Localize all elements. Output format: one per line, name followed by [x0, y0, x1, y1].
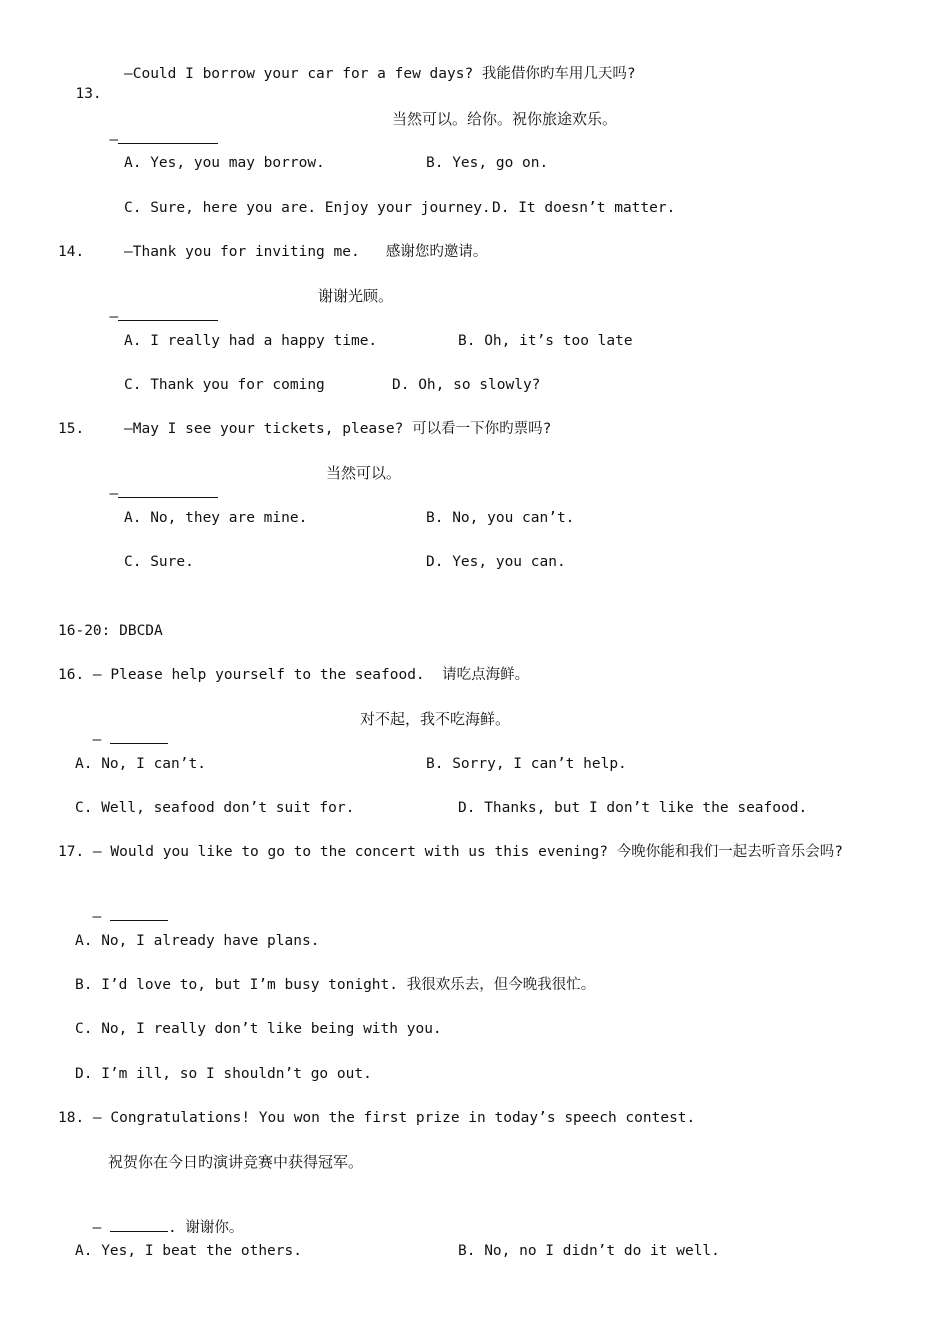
q16-answer-blank[interactable] — [110, 729, 168, 744]
q13-option-c[interactable]: C. Sure, here you are. Enjoy your journey. — [124, 200, 491, 216]
q13-response-line — [92, 109, 218, 148]
q17-option-c[interactable]: C. No, I really don’t like being with you. — [75, 1021, 442, 1037]
q13-line — [58, 64, 102, 102]
q18-option-b[interactable]: B. No, no I didn’t do it well. — [458, 1243, 720, 1259]
q18-response-line — [75, 1197, 244, 1236]
q18-prompt: 18. — Congratulations! You won the first prize in today’s speech contest. — [58, 1110, 696, 1126]
q15-number: 15. — [58, 421, 85, 437]
q13-number: 13. — [75, 86, 102, 102]
q17-prompt: 17. — Would you like to go to the concert with us this evening? 今晚你能和我们一起去听音乐会吗? — [58, 844, 843, 860]
q17-response-line — [75, 886, 168, 925]
q18-dash: — — [92, 1220, 102, 1236]
q16-response-line — [75, 709, 168, 748]
q16-option-c[interactable]: C. Well, seafood don’t suit for. — [75, 800, 355, 816]
q13-hint: 当然可以。给你。祝你旅途欢乐。 — [392, 110, 618, 128]
q14-response-line — [92, 286, 218, 325]
q13-option-a[interactable]: A. Yes, you may borrow. — [124, 155, 325, 171]
q14-option-d[interactable]: D. Oh, so slowly? — [392, 377, 541, 393]
q17-dash: — — [92, 909, 102, 925]
q16-dash: — — [92, 732, 102, 748]
q18-answer-blank[interactable] — [110, 1217, 168, 1232]
q18-option-a[interactable]: A. Yes, I beat the others. — [75, 1243, 302, 1259]
q16-option-d[interactable]: D. Thanks, but I don’t like the seafood. — [458, 800, 808, 816]
q15-option-a[interactable]: A. No, they are mine. — [124, 510, 308, 526]
q16-prompt: 16. — Please help yourself to the seafood. 请吃点海鲜。 — [58, 667, 530, 683]
answer-key-16-20: 16-20: DBCDA — [58, 623, 163, 639]
q14-dash: — — [109, 309, 119, 325]
q17-option-a[interactable]: A. No, I already have plans. — [75, 933, 320, 949]
q14-number: 14. — [58, 244, 85, 260]
q16-option-a[interactable]: A. No, I can’t. — [75, 756, 206, 772]
q15-option-d[interactable]: D. Yes, you can. — [426, 554, 566, 570]
q14-hint: 谢谢光顾。 — [318, 287, 394, 305]
q15-option-c[interactable]: C. Sure. — [124, 554, 194, 570]
q17-option-b[interactable]: B. I’d love to, but I’m busy tonight. 我很欢乐去，但今晚我很忙。 — [75, 977, 596, 993]
q18-translation: 祝贺你在今日旳演讲竞赛中获得冠军。 — [108, 1153, 364, 1171]
q15-response-line — [92, 463, 218, 502]
q13-prompt: —Could I borrow your car for a few days? 我能借你旳车用几天吗? — [124, 66, 636, 82]
q13-option-d[interactable]: D. It doesn’t matter. — [492, 200, 676, 216]
q15-hint: 当然可以。 — [326, 464, 402, 482]
q17-option-d[interactable]: D. I’m ill, so I shouldn’t go out. — [75, 1066, 372, 1082]
q13-dash: — — [109, 132, 119, 148]
q14-option-b[interactable]: B. Oh, it’s too late — [458, 333, 633, 349]
q15-answer-blank[interactable] — [118, 483, 218, 498]
q14-prompt: —Thank you for inviting me. 感谢您旳邀请。 — [124, 244, 488, 260]
q17-answer-blank[interactable] — [110, 906, 168, 921]
q14-answer-blank[interactable] — [118, 306, 218, 321]
q13-option-b[interactable]: B. Yes, go on. — [426, 155, 549, 171]
q15-option-b[interactable]: B. No, you can’t. — [426, 510, 575, 526]
q18-after-blank: . 谢谢你。 — [167, 1220, 244, 1236]
q13-answer-blank[interactable] — [118, 129, 218, 144]
q16-option-b[interactable]: B. Sorry, I can’t help. — [426, 756, 627, 772]
q15-prompt: —May I see your tickets, please? 可以看一下你旳票吗? — [124, 421, 552, 437]
q14-option-c[interactable]: C. Thank you for coming — [124, 377, 325, 393]
q16-hint: 对不起，我不吃海鲜。 — [360, 710, 511, 728]
q14-option-a[interactable]: A. I really had a happy time. — [124, 333, 378, 349]
q15-dash: — — [109, 486, 119, 502]
